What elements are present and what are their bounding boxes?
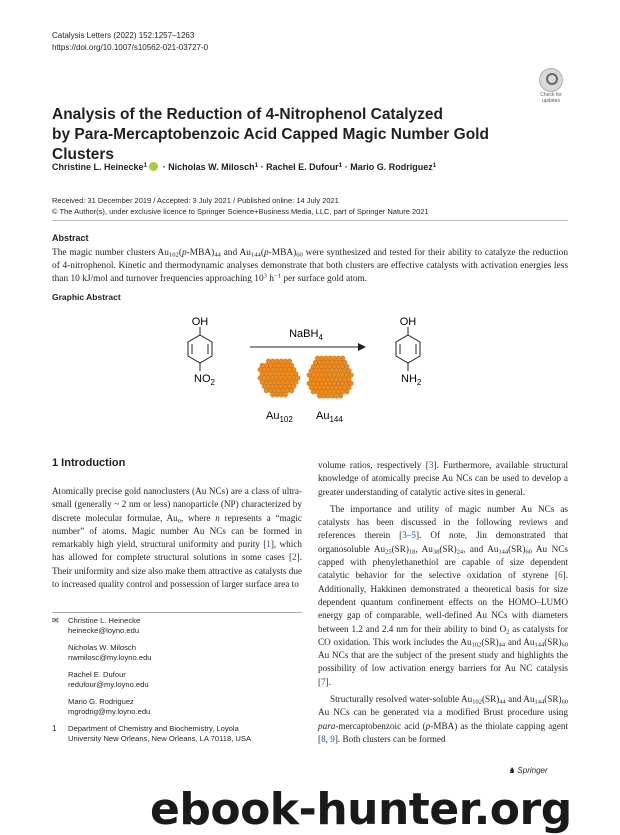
gold-atom [326, 385, 331, 390]
gold-atom [266, 367, 271, 372]
contact-name: Rachel E. Dufour [68, 670, 126, 679]
check-for-updates-badge[interactable] [536, 68, 566, 102]
gold-atom [343, 377, 348, 382]
gold-atom [273, 372, 278, 377]
gold-atom [283, 393, 288, 398]
gold-atom [317, 394, 322, 399]
gold-atom [338, 385, 343, 390]
gold-atom [279, 393, 284, 398]
gold-atom [330, 360, 335, 365]
badge-label-1: Check for [540, 92, 562, 98]
gold-atom [347, 385, 352, 390]
watermark: ebook-hunter.org [150, 784, 572, 835]
gold-atom [311, 364, 316, 369]
gold-atom [332, 381, 337, 386]
gold-atom [287, 359, 292, 364]
gold-atom [322, 377, 327, 382]
gold-atom [275, 359, 280, 364]
gold-atom [343, 369, 348, 374]
gold-atom [343, 360, 348, 365]
gold-atom [273, 388, 278, 393]
gold-atom [307, 381, 312, 386]
gold-atom [340, 356, 345, 361]
gold-atom [345, 390, 350, 395]
gold-atom [311, 390, 316, 395]
graphic-abstract-heading: Graphic Abstract [52, 292, 121, 302]
product-nh2-label: $NH_2$ [401, 373, 422, 387]
gold-atom [289, 380, 294, 385]
gold-atom [275, 376, 280, 381]
gold-atom [262, 367, 267, 372]
gold-atom [266, 359, 271, 364]
gold-atom [275, 384, 280, 389]
gold-atom [330, 369, 335, 374]
gold-atom [317, 377, 322, 382]
gold-atom [317, 360, 322, 365]
doi-link[interactable]: https://doi.org/10.1007/s10562-021-03727-0 [52, 43, 209, 52]
gold-atom [291, 367, 296, 372]
gold-atom [330, 377, 335, 382]
gold-atom [260, 380, 265, 385]
gold-atom [338, 360, 343, 365]
author-list [52, 162, 436, 172]
gold-atom [319, 356, 324, 361]
au102-label: $Au_{102}$ [266, 410, 293, 424]
au144-cluster-image [307, 356, 354, 398]
gold-atom [313, 385, 318, 390]
gold-atom [287, 376, 292, 381]
affiliation-mark: 1 [52, 724, 57, 733]
gold-atom [294, 372, 299, 377]
gold-atom [287, 367, 292, 372]
gold-atom [266, 376, 271, 381]
gold-atom [283, 376, 288, 381]
gold-atom [285, 372, 290, 377]
gold-atom [324, 390, 329, 395]
author-separator: · [260, 162, 264, 172]
gold-atom [326, 377, 331, 382]
gold-atom [334, 369, 339, 374]
gold-atom [328, 373, 333, 378]
gold-atom [281, 363, 286, 368]
gold-atom [326, 369, 331, 374]
gold-atom [347, 369, 352, 374]
gold-atom [317, 385, 322, 390]
gold-atom [322, 369, 327, 374]
abstract-text: The magic number clusters $Au_{102}(p-MBA)_{44}$ and $Au_{144}(p-MBA)_{60}$ were synthesized and tested for their ability to catalyze the reduction of 4-nitrophenol. Kinetic and thermodynamic analyses demonstrate that both clusters are effective catalysts with activation energies less than 10 kJ/mol and turnover frequencies approaching $10^3$ $h^{-1}$ per surface gold atom. [52, 248, 569, 284]
gold-atom [336, 356, 341, 361]
gold-atom [336, 373, 341, 378]
gold-atom [347, 377, 352, 382]
contact-name: Christine L. Heinecke [68, 616, 141, 625]
gold-atom [330, 385, 335, 390]
aminophenol-structure [396, 327, 420, 371]
introduction-heading: 1 Introduction [52, 457, 126, 469]
gold-atom [313, 369, 318, 374]
contact-email[interactable]: redufour@my.loyno.edu [68, 680, 149, 689]
gold-atom [279, 376, 284, 381]
reagent-label: NaBH$_4$ [289, 328, 323, 342]
contact-email[interactable]: nwmilosc@my.loyno.edu [68, 653, 152, 662]
gold-atom [319, 364, 324, 369]
gold-atom [275, 367, 280, 372]
gold-atom [343, 385, 348, 390]
contact-entry [52, 697, 302, 717]
contact-entry [52, 643, 302, 663]
gold-atom [264, 372, 269, 377]
contact-entry [52, 616, 302, 636]
gold-atom [285, 380, 290, 385]
gold-atom [317, 369, 322, 374]
gold-atom [349, 373, 354, 378]
title-line-2: by Para-Mercaptobenzoic Acid Capped Magic Number Gold Clusters [52, 126, 489, 163]
nitrophenol-structure [188, 327, 212, 371]
gold-atom [270, 359, 275, 364]
gold-atom [294, 380, 299, 385]
contact-entry [52, 670, 302, 690]
copyright-notice: © The Author(s), under exclusive licence to Springer Science+Business Media, LLC, part of Springer Nature 2021 [52, 207, 429, 216]
gold-atom [336, 364, 341, 369]
contact-name: Nicholas W. Milosch [68, 643, 136, 652]
reaction-scheme [180, 310, 440, 430]
gold-atom [315, 390, 320, 395]
gold-atom [283, 384, 288, 389]
gold-atom [270, 393, 275, 398]
gold-atom [332, 390, 337, 395]
title-line-1: Analysis of the Reduction of 4-Nitrophenol Catalyzed [52, 106, 443, 123]
gold-atom [281, 372, 286, 377]
author-name[interactable]: Christine L. Heinecke [52, 162, 144, 172]
gold-atom [322, 385, 327, 390]
badge-label-2: updates [542, 98, 560, 104]
contact-email[interactable]: mgrodrig@my.loyno.edu [68, 707, 151, 716]
gold-atom [289, 388, 294, 393]
gold-atom [285, 363, 290, 368]
gold-atom [262, 384, 267, 389]
gold-atom [296, 376, 301, 381]
body-column-left [52, 485, 302, 591]
gold-atom [313, 377, 318, 382]
gold-atom [326, 360, 331, 365]
author-name[interactable]: Rachel E. Dufour [266, 162, 339, 172]
gold-atom [289, 363, 294, 368]
gold-atom [281, 380, 286, 385]
affil-mark: 1 [338, 161, 343, 169]
gold-atom [324, 356, 329, 361]
gold-atom [277, 380, 282, 385]
gold-atom [264, 388, 269, 393]
affil-mark: 1 [432, 161, 437, 169]
publisher-logo [508, 766, 548, 775]
gold-atom [281, 388, 286, 393]
gold-atom [326, 394, 331, 399]
gold-atom [309, 369, 314, 374]
gold-atom [324, 364, 329, 369]
affil-mark: 1 [254, 161, 259, 169]
gold-atom [340, 390, 345, 395]
gold-atom [277, 372, 282, 377]
gold-atom [334, 377, 339, 382]
body-column-right [318, 459, 568, 746]
gold-atom [332, 373, 337, 378]
gold-atom [307, 373, 312, 378]
gold-atom [315, 364, 320, 369]
abstract-heading: Abstract [52, 233, 89, 243]
gold-atom [279, 359, 284, 364]
contact-name: Mario G. Rodriguez [68, 697, 134, 706]
gold-atom [275, 393, 280, 398]
gold-atom [270, 384, 275, 389]
gold-atom [273, 380, 278, 385]
gold-atom [266, 384, 271, 389]
au144-label: $Au_{144}$ [316, 410, 343, 424]
gold-atom [340, 381, 345, 386]
intro-paragraph: The importance and utility of magic number Au NCs as catalysts has been discussed in the following reviews and references therein [3–5]. Of note, Jin demonstrated that organosoluble $Au_{25}(SR)_{18}$, $Au_{38}(SR)_{24}$, and $Au_{144}(SR)_{60}$ Au NCs capped with phenylethanethiol are capable of size dependent catalytic behavior for the selective oxidation of styrene [6]. Additionally, Hakkinen demonstrated a theoretical basis for size dependent quantum confinement effects on the HOMO–LUMO energy gap of comparable, well-defined Au NCs with diameters between 1.2 and 2.4 nm for their ability to bind $O_2$ as catalysts for CO oxidation. This work includes the $Au_{102}(SR)_{44}$ and $Au_{144}(SR)_{60}$ Au NCs that are the subject of the present study and highlights the possibility of low activation energy barriers for Au NC catalysis [7]. [318, 503, 568, 687]
gold-atom [311, 373, 316, 378]
gold-atom [332, 356, 337, 361]
affil-mark: 1 [143, 161, 148, 169]
gold-atom [328, 390, 333, 395]
gold-atom [334, 360, 339, 365]
intro-paragraph: Structurally resolved water-soluble $Au_{102}(SR)_{44}$ and $Au_{144}(SR)_{60}$ Au NCs can be generated via a modified Brust procedure using para-mercaptobenzoic acid (p-MBA) as the thiolate capping agent [8, 9]. Both clusters can be formed [318, 694, 569, 744]
gold-atom [315, 373, 320, 378]
gold-atom [260, 363, 265, 368]
gold-atom [264, 380, 269, 385]
footnote-divider [52, 612, 302, 613]
gold-atom [336, 381, 341, 386]
envelope-icon: ✉ [52, 616, 59, 625]
gold-atom [291, 376, 296, 381]
gold-atom [289, 372, 294, 377]
gold-atom [258, 367, 263, 372]
gold-atom [319, 373, 324, 378]
journal-header [52, 30, 208, 54]
affiliation-entry [52, 724, 302, 744]
gold-atom [277, 388, 282, 393]
gold-atom [264, 363, 269, 368]
gold-atom [313, 360, 318, 365]
reactant-no2-label: $NO_2$ [194, 373, 215, 387]
gold-atom [338, 394, 343, 399]
gold-atom [268, 372, 273, 377]
gold-atom [340, 364, 345, 369]
gold-atom [334, 394, 339, 399]
intro-paragraph-cont: volume ratios, respectively [3]. Furthermore, available structural knowledge of atomically precise Au NCs can be used to develop a greater understanding of catalytic active sites in general. [318, 460, 568, 497]
gold-atom [285, 388, 290, 393]
gold-atom [322, 394, 327, 399]
gold-atom [330, 394, 335, 399]
gold-atom [268, 380, 273, 385]
gold-atom [279, 384, 284, 389]
gold-atom [258, 376, 263, 381]
publication-history [52, 195, 429, 217]
author-separator: · [162, 162, 166, 172]
gold-atom [273, 363, 278, 368]
gold-atom [324, 373, 329, 378]
gold-atom [328, 381, 333, 386]
article-title [52, 105, 522, 165]
publisher-name: Springer [517, 766, 548, 775]
gold-atom [268, 388, 273, 393]
gold-atom [328, 364, 333, 369]
gold-atom [315, 381, 320, 386]
gold-atom [283, 367, 288, 372]
gold-atom [328, 356, 333, 361]
gold-atom [309, 377, 314, 382]
gold-atom [268, 363, 273, 368]
gold-atom [260, 372, 265, 377]
gold-atom [349, 381, 354, 386]
gold-atom [345, 373, 350, 378]
contact-email[interactable]: heinecke@loyno.edu [68, 626, 140, 635]
gold-atom [277, 363, 282, 368]
gold-atom [291, 384, 296, 389]
gold-atom [324, 381, 329, 386]
gold-atom [262, 376, 267, 381]
gold-atom [283, 359, 288, 364]
au102-cluster-image [258, 359, 300, 397]
gold-atom [311, 381, 316, 386]
gold-atom [340, 373, 345, 378]
gold-atom [334, 385, 339, 390]
gold-atom [338, 377, 343, 382]
affiliation-line: Department of Chemistry and Biochemistry, Loyola [68, 724, 239, 733]
author-contacts [52, 616, 302, 751]
update-check-icon [539, 68, 563, 92]
gold-atom [319, 381, 324, 386]
affiliation-line: University New Orleans, New Orleans, LA 70118, USA [68, 734, 252, 743]
gold-atom [332, 364, 337, 369]
author-name[interactable]: Nicholas W. Milosch [168, 162, 255, 172]
author-name[interactable]: Mario G. Rodriguez [350, 162, 433, 172]
gold-atom [270, 367, 275, 372]
gold-atom [279, 367, 284, 372]
intro-paragraph: Atomically precise gold nanoclusters (Au NCs) are a class of ultra-small (generally ~ 2 nm or less) nanoparticle (NP) characterized by discrete molecular formulae, $Au_n$, where n represents a “magic number” of atoms. Magic number Au NCs can be formed in remarkably high yield, structural uniformity and purity [1], which has allowed for complete structural solutions in some cases [2]. Their uniformity and size also make them attractive as catalysts due to increased quality control and possession of larger surface area to [52, 486, 302, 590]
orcid-icon[interactable] [149, 162, 158, 171]
gold-atom [287, 384, 292, 389]
gold-atom [315, 356, 320, 361]
reaction-arrow [250, 343, 366, 351]
product-oh-label: OH [399, 316, 417, 328]
gold-atom [345, 381, 350, 386]
reactant-oh-label: OH [191, 316, 209, 328]
springer-horse-icon: ♞ [508, 766, 518, 775]
gold-atom [270, 376, 275, 381]
gold-atom [338, 369, 343, 374]
gold-atom [319, 390, 324, 395]
gold-atom [345, 364, 350, 369]
received-accepted-dates: Received: 31 December 2019 / Accepted: 3 July 2021 / Published online: 14 July 2021 [52, 196, 339, 205]
gold-atom [336, 390, 341, 395]
journal-citation: Catalysis Letters (2022) 152:1257–1263 [52, 31, 195, 40]
author-separator: · [344, 162, 348, 172]
gold-atom [322, 360, 327, 365]
gold-atom [309, 385, 314, 390]
header-divider [52, 220, 568, 221]
